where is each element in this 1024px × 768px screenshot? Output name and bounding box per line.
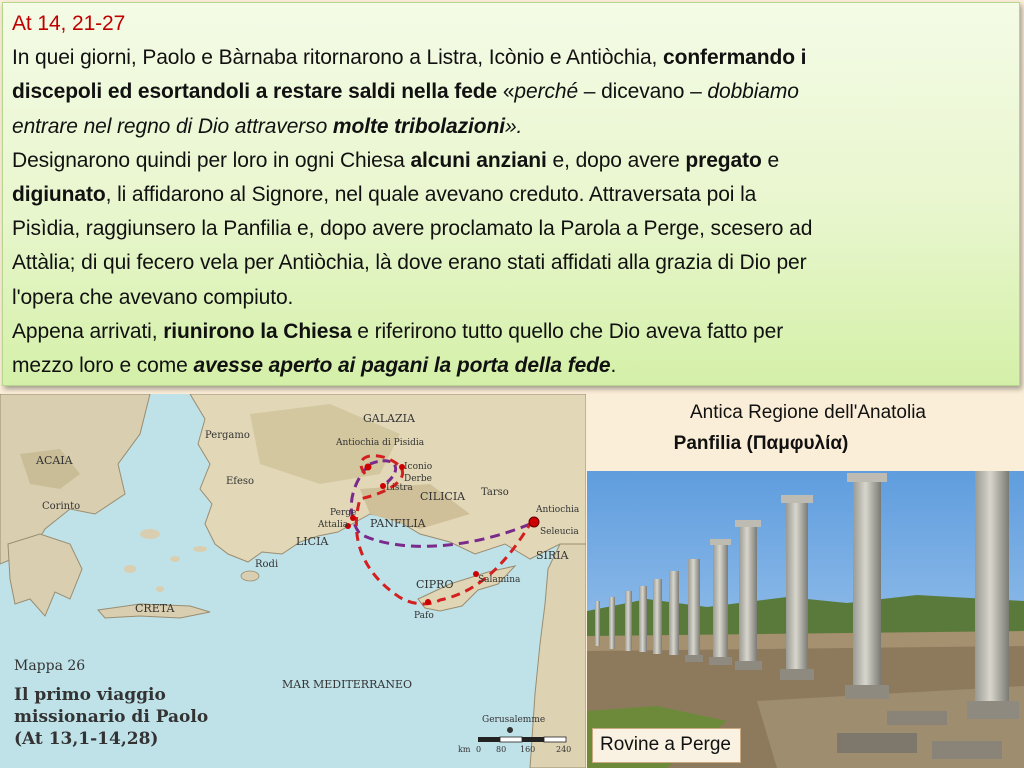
map-label-efeso: Efeso [226, 476, 255, 487]
map-label-pafo: Pafo [414, 611, 434, 621]
map-label-rodi: Rodi [255, 559, 279, 570]
map-label-attalia: Attalia [318, 520, 349, 530]
perge-ruins-photo [587, 471, 1024, 768]
text-line-3: discepoli ed esortandoli a restare saldi nella fede «perché – dicevano – dobbiamo [12, 80, 799, 104]
text-line-10: Appena arrivati, riunirono la Chiesa e riferirono tutto quello che Dio aveva fatto per [12, 319, 784, 343]
map-graphic [0, 394, 586, 768]
map-label-siria: SIRIA [536, 549, 569, 562]
map-label-perge: Perge [330, 508, 357, 518]
map-label-antiochia: Antiochia [536, 505, 580, 515]
map-label-panfilia: PANFILIA [370, 517, 426, 530]
map-label-corinto: Corinto [42, 501, 81, 512]
svg-text:160: 160 [520, 745, 536, 754]
region-caption-subtitle: Panfilia (Παμφυλία) [673, 433, 849, 454]
columns-illustration [587, 471, 1024, 768]
map-label-iconio: Iconio [404, 462, 433, 472]
map-label-pergamo: Pergamo [205, 430, 250, 441]
scripture-text-box [2, 2, 1020, 386]
map-label-derbe: Derbe [404, 474, 432, 484]
map-title-line-3: (At 13,1-14,28) [14, 729, 159, 749]
scripture-reference: At 14, 21-27 [12, 12, 126, 35]
map-number: Mappa 26 [14, 658, 86, 674]
map-label-listra: Listra [386, 483, 413, 493]
text-line-11: mezzo loro e come avesse aperto ai pagani la porta della fede. [12, 354, 617, 378]
map-label-gerusalemme: Gerusalemme [482, 715, 546, 725]
map-label-creta: CRETA [135, 602, 175, 615]
region-caption-title: Antica Regione dell'Anatolia [689, 402, 926, 423]
map-title-line-2: missionario di Paolo [14, 707, 209, 727]
journey-map [0, 394, 586, 768]
map-label-antiochia-pisidia: Antiochia di Pisidia [336, 438, 425, 448]
svg-text:240: 240 [556, 745, 572, 754]
map-label-acaia: ACAIA [36, 454, 73, 467]
text-line-9: l'opera che avevano compiuto. [12, 285, 294, 309]
text-line-5: Designarono quindi per loro in ogni Chiesa alcuni anziani e, dopo avere pregato e [12, 148, 780, 172]
map-label-seleucia: Seleucia [540, 527, 579, 537]
text-line-6: digiunato, li affidarono al Signore, nel quale avevano creduto. Attraversata poi la [12, 183, 757, 207]
map-title-line-1: Il primo viaggio [14, 685, 166, 705]
svg-text:80: 80 [496, 745, 507, 754]
text-line-4: entrare nel regno di Dio attraverso molte tribolazioni». [12, 114, 523, 138]
map-label-salamina: Salamina [478, 575, 521, 585]
map-label-mar: MAR MEDITERRANEO [282, 678, 412, 691]
map-label-licia: LICIA [296, 535, 329, 548]
svg-text:km: km [458, 745, 471, 754]
map-label-cilicia: CILICIA [420, 490, 466, 503]
map-label-cipro: CIPRO [416, 578, 454, 591]
map-label-tarso: Tarso [481, 487, 509, 498]
map-label-galazia: GALAZIA [363, 412, 415, 425]
svg-text:0: 0 [476, 745, 482, 754]
text-line-7: Pisìdia, raggiunsero la Panfilia e, dopo avere proclamato la Parola a Perge, scesero ad [12, 217, 813, 241]
text-line-2: In quei giorni, Paolo e Bàrnaba ritornarono a Listra, Icònio e Antiòchia, confermando i [12, 46, 807, 70]
photo-caption: Rovine a Perge [592, 728, 741, 763]
text-line-8: Attàlia; di qui fecero vela per Antiòchia, là dove erano stati affidati alla grazia di Dio per [12, 251, 807, 275]
